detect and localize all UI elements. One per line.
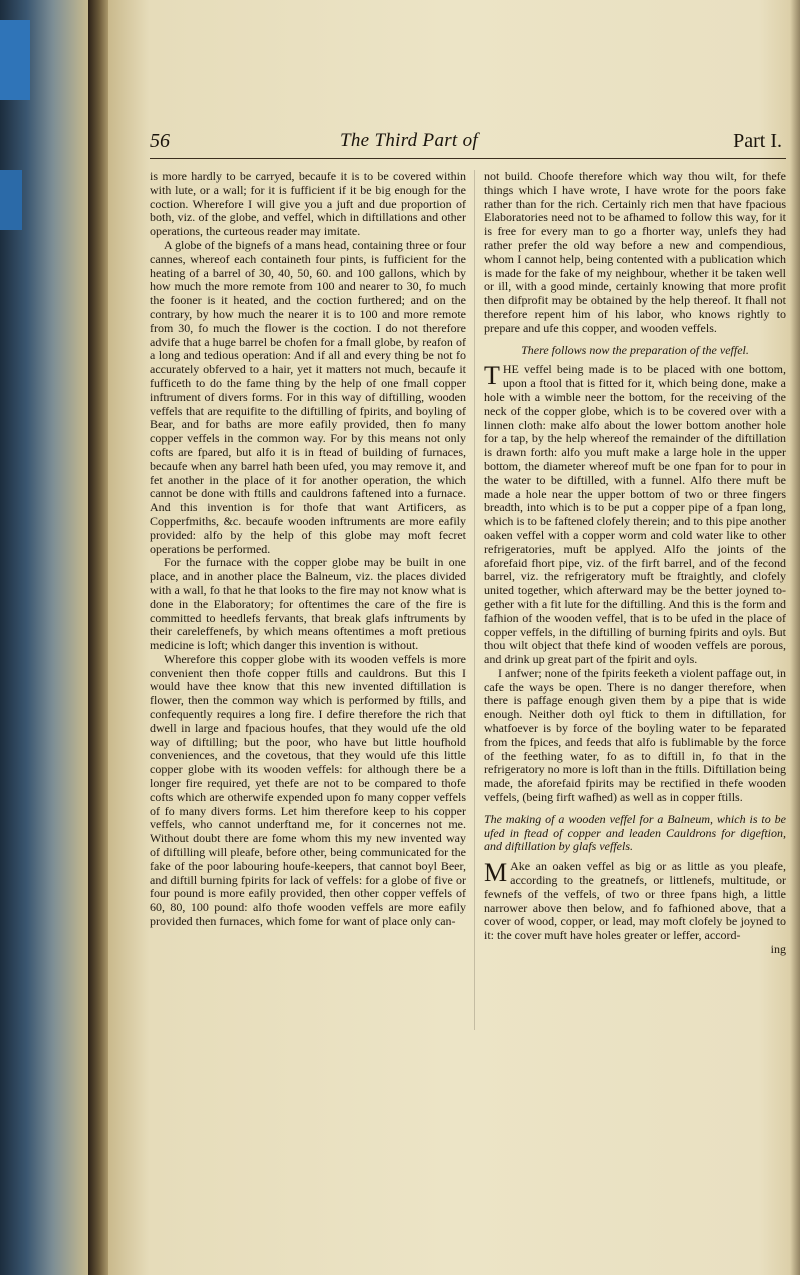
paragraph: I anfwer; none of the fpirits feeketh a violent paffage out, in cafe the ways be open. There is no danger therefore, when there is paffage enough given them by a pipe that is wide enough. Neither doth oyl ftick to them in diftillation, for whatfoever is by force of the boyling water to be feparated from the fpices, and feeds that alfo is fublimable by the force of the feething water, fo as to diftill in, fo that in the refrigeratory no more is loft than in the ftills. Diftillation being made, the aforefaid fpirits may be rectified in thefe wooden veffels, (being firft wafhed) as well as in copper ftills. [484, 665, 786, 805]
paragraph: HE veffel being made is to be placed with one bottom, upon a ftool that is fitted for it, which being done, make a hole with a wimble neer the bottom, for the receiving of the neck of the copper globe, which is to be covered over with a linnen cloth: make alfo about the lower bottom another hole for a tap, by the help whereof the remainder of the diftillation is drawn forth: alfo you muft make a large hole in the upper bottom, the diameter whereof muft be one fpan for to pour in the water to be diftilled, with a funnel. Alfo there muft be made a hole near the upper bottom of two or three fingers breadth, into which is to be put a copper pipe of a fpan long, which is to be faftened clofely therein; and to this pipe another oaken veffel with a copper worm and cold water like to other refrigeratories, muft be applyed. Alfo the joints of the aforefaid fhort pipe, viz. of the firft barrel, and of the fecond barrel, viz. the refrigeratory muft be ftraightly, and clofely united together, which afterward may be the better joyned together with a fit lute for the diftilling. And this is the form and fafhion of the wooden veffel, that is to be ufed in the place of copper veffels, in the diftilling of burning fpirits and oyls. But thou wilt object that thefe kind of wooden veffels are porous, and drink up great part of the fpirit and oyls. [484, 362, 786, 667]
running-title: The Third Part of [340, 130, 478, 151]
paragraph: For the furnace with the copper globe may be built in one place, and in another place the Balneum, viz. the places divided with a wall, fo that he that looks to the fire may not know what is done in the Elaboratory; for oftentimes the care of the fire is committed to heedlefs fervants, that break glafs inftruments by their careleffenefs, by which means oftentimes a moft pretious medicine is loft; which danger this invention is without. [150, 555, 466, 653]
column-gutter [474, 170, 475, 1030]
drop-cap: M [484, 858, 508, 888]
catchword: ing [770, 942, 786, 957]
drop-cap: T [484, 361, 500, 391]
paragraph: Wherefore this copper globe with its wooden veffels is more convenient then thofe copper ftills and cauldrons. But this I would have thee know that this new invented diftillation is flower, then the common way which is performed by ftills, and confequently requires a long fire. I defire therefore the rich that dwell in large and fpacious houfes, that they would ufe the old way of diftilling; but the poor, who have but little houfhold conveniences, and the covetous, that they would ufe this little copper globe with its wooden veffels: for although there be a longer fire required, yet thefe are not to be compared to thofe cofts which are otherwife expended upon fo many copper veffels of fo many divers forms. Let him therefore keep to his copper veffels, who cannot underftand me, for it concernes not me. Without doubt there are fome whom this my new invented way of diftilling will pleafe, before other, being communicated for the fake of the poor labouring houfe-keepers, that cannot boyl Beer, and diftill burning fpirits for lack of veffels: for a globe of five or four pound is more eafily provided, then other copper veffels of 60, 80, 100 pound: alfo thofe wooden veffels are more eafily provided then furnaces, which fome for want of place only can- [150, 651, 466, 929]
section-heading: The making of a wooden veffel for a Balneum, which is to be ufed in ftead of copper and leaden Cauldrons for digeftion, and diftillation by glafs veffels. [484, 811, 786, 854]
scanner-mark [0, 170, 22, 230]
paragraph: not build. Choofe therefore which way thou wilt, for thefe things which I have wrote, I have wrote for the poors fake rather than for the rich. Certainly rich men that have fpacious Elaboratories need not to be afhamed to follow this way, for it is free for every man to go a fhorter way, unlefs they had rather prefer the old way before a new and compendious, whom I cannot help, being contented with a publication which is made for the fake of my neighbour, whether it be taken well or ill, with a good minde, certainly knowing that more profit then difprofit may be obtained by the help thereof. It fhall not therefore repent him of his labor, who knows rightly to prepare and ufe this copper, and wooden veffels. [484, 169, 786, 335]
paragraph: is more hardly to be carryed, becaufe it is to be covered within with lute, or a wall; for it is fufficient if it be big enough for the coction. Wherefore I will give you a juft and due proportion of both, viz. of the globe, and veffel, which in diftillations and other operations, the curteous reader may imitate. [150, 169, 466, 239]
scanner-edge [0, 0, 88, 1275]
left-column [150, 170, 466, 929]
page-number: 56 [150, 130, 170, 152]
page-header [150, 130, 786, 160]
book-spine [88, 0, 110, 1275]
header-rule [150, 158, 786, 159]
paragraph: A globe of the bignefs of a mans head, containing three or four cannes, whereof each containeth four pints, is fufficient for the heating of a barrel of 30, 40, 50, 60. and 100 gallons, which by how much the more remote from 100 and nearer to 30, fo much the fooner is it heated, and the coction furthered; and on the contrary, by how much the nearer it is to 100 and more remote from 30, fo much the flower is the coction. I do not therefore advife that a huge barrel be chofen for a fmall globe, by reafon of a long and tedious operation: And if all and every thing be not fo accurately obferved to a hair, yet it matters not much, becaufe it fufficeth to do the fame thing by the help of one fmall copper inftrument of divers forms. For in this way of diftilling, wooden veffels that are requifite to the diftilling of fpirits, and boyling of Bear, and for baths are more eafily provided, then fo many copper veffels in the common way. For by this means not only cofts are fpared, but alfo it is in ftead of building of furnaces, becaufe when any barrel hath been ufed, you may remove it, and fet another in the place of it for another operation, the which cannot be done with ftills and cauldrons faftened into a furnace. And this invention is for thofe that want Artificers, as Copperfmiths, &c. becaufe wooden inftruments are more eafily provided: alfo by the help of this globe may moft fecret operations be performed. [150, 237, 466, 556]
right-column [484, 170, 786, 957]
scanner-mark [0, 20, 30, 100]
section-heading: There follows now the preparation of the veffel. [521, 342, 749, 357]
part-label: Part I. [733, 130, 782, 152]
page-edge-shadow [790, 0, 800, 1275]
paragraph: Ake an oaken veffel as big or as little as you pleafe, according to the greatnefs, or littlenefs, multitude, or fewnefs of the veffels, of two or three fpans high, a little narrower above then below, and fo fafhioned above, that a cover of wood, copper, or lead, may moft clofely be joyned to it: the cover muft have holes greater or leffer, accord- [484, 859, 786, 943]
